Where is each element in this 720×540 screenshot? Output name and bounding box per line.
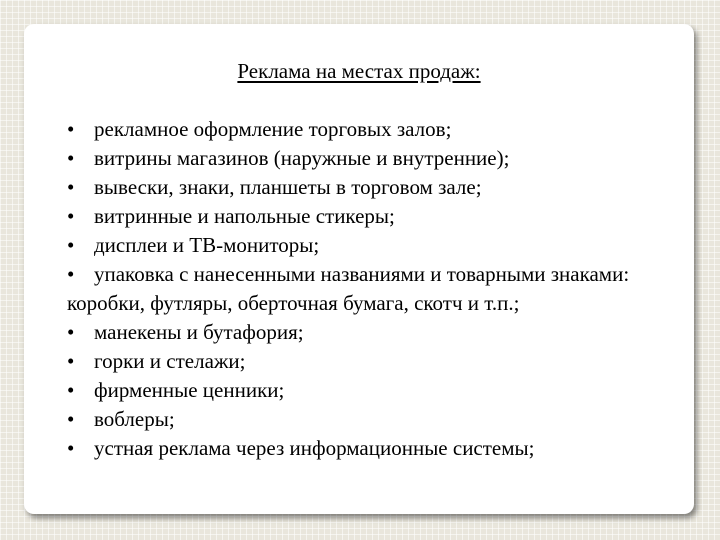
list-item — [67, 115, 657, 144]
list-item — [67, 173, 657, 202]
list-item-text: горки и стелажи; — [94, 349, 246, 373]
bullet-icon: • — [67, 175, 75, 199]
list-item — [67, 405, 657, 434]
list-item-text: фирменные ценники; — [94, 378, 285, 402]
bullet-icon: • — [67, 378, 75, 402]
list-item — [67, 318, 657, 347]
list-item-text: воблеры; — [94, 407, 175, 431]
list-item — [67, 260, 657, 318]
list-item-text: устная реклама через информационные системы; — [94, 436, 535, 460]
list-item-text: витринные и напольные стикеры; — [94, 204, 395, 228]
list-item-text: манекены и бутафория; — [94, 320, 304, 344]
list-item-text: дисплеи и ТВ-мониторы; — [94, 233, 320, 257]
list-item-text: вывески, знаки, планшеты в торговом зале; — [94, 175, 482, 199]
bullet-icon: • — [67, 204, 75, 228]
list-item — [67, 144, 657, 173]
bullet-icon: • — [67, 262, 75, 286]
bullet-icon: • — [67, 117, 75, 141]
list-item — [67, 376, 657, 405]
list-item-text: витрины магазинов (наружные и внутренние); — [94, 146, 510, 170]
list-item — [67, 347, 657, 376]
list-item — [67, 231, 657, 260]
bullet-icon: • — [67, 146, 75, 170]
bullet-icon: • — [67, 349, 75, 373]
bullet-icon: • — [67, 436, 75, 460]
bullet-icon: • — [67, 320, 75, 344]
bullet-list — [67, 115, 657, 463]
slide-title — [24, 59, 694, 84]
list-item — [67, 434, 657, 463]
list-item — [67, 202, 657, 231]
list-item-text: упаковка с нанесенными названиями и товарными знаками: коробки, футляры, оберточная бумага, скотч и т.п.; — [67, 262, 630, 315]
slide-title-text: Реклама на местах продаж: — [237, 59, 481, 83]
bullet-icon: • — [67, 233, 75, 257]
slide-card — [24, 24, 694, 514]
list-item-text: рекламное оформление торговых залов; — [94, 117, 452, 141]
bullet-icon: • — [67, 407, 75, 431]
